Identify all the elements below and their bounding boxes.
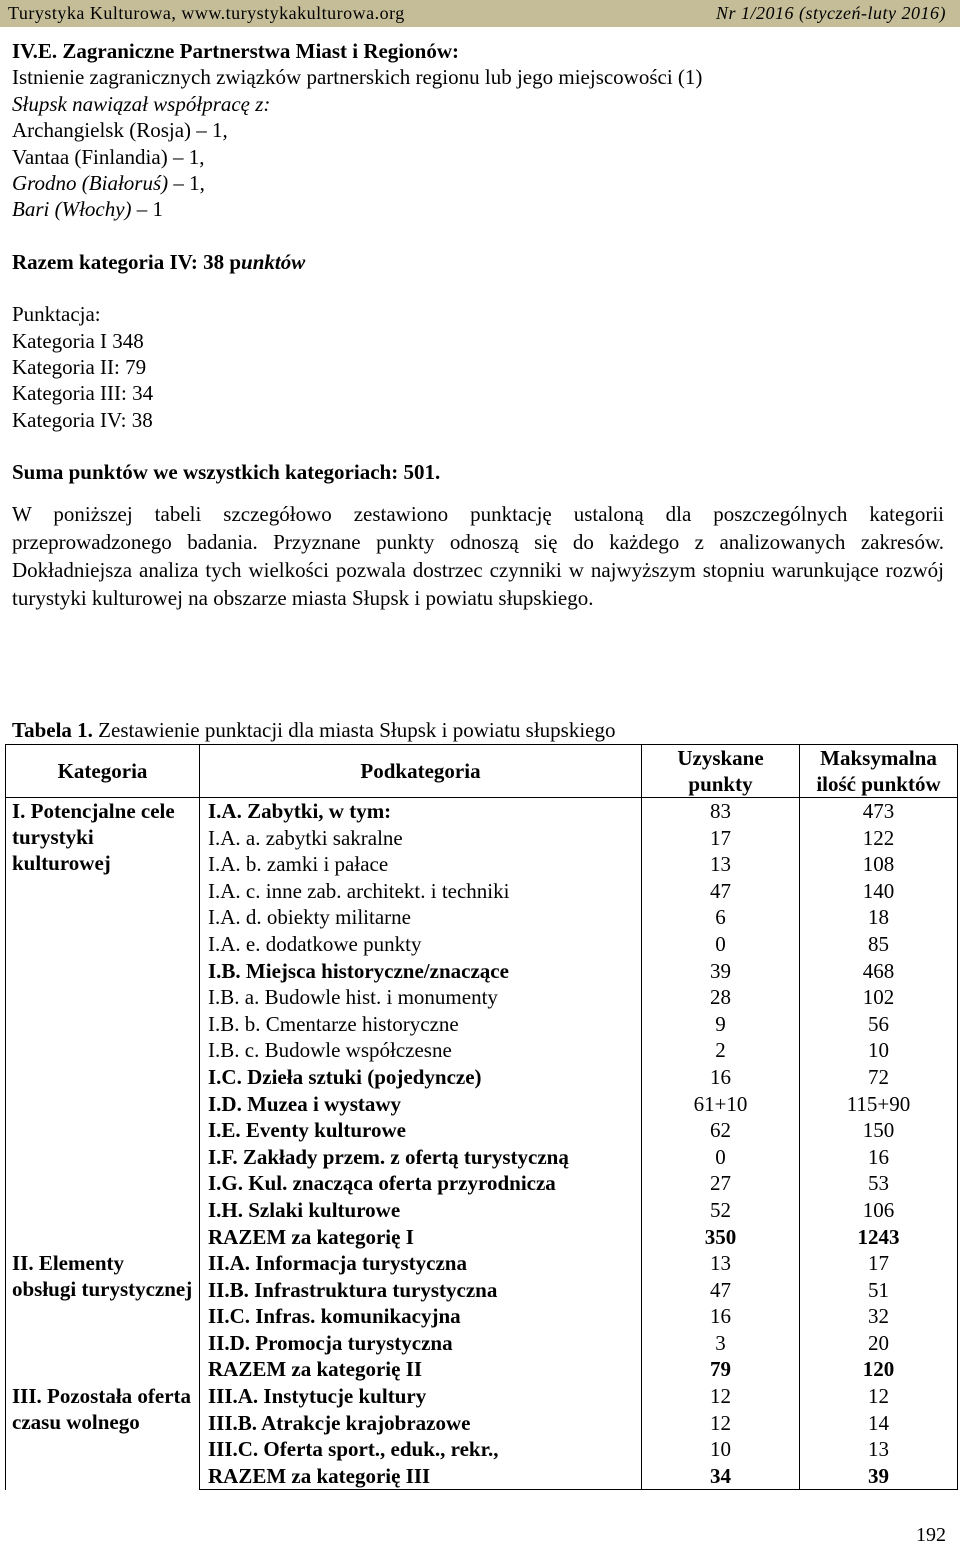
points-cell: 16 [642, 1303, 800, 1330]
header-podkategoria: Podkategoria [200, 745, 642, 798]
points-cell: 2 [642, 1037, 800, 1064]
header-uzyskane: Uzyskane punkty [642, 745, 800, 798]
category-total-unit: unktów [241, 249, 306, 274]
partner-count: – 1 [131, 197, 164, 222]
section-title: IV.E. Zagraniczne Partnerstwa Miast i Regionów: [12, 39, 459, 63]
max-points-cell: 20 [800, 1330, 958, 1357]
points-cell: 83 [642, 798, 800, 825]
subcategory-cell: I.B. a. Budowle hist. i monumenty [200, 984, 642, 1011]
subcategory-cell: I.A. b. zamki i pałace [200, 851, 642, 878]
section-line-2: Słupsk nawiązał współpracę z: [12, 91, 271, 116]
table-body [6, 798, 958, 1490]
points-cell: 47 [642, 878, 800, 905]
subcategory-cell: RAZEM za kategorię II [200, 1356, 642, 1383]
points-cell: 28 [642, 984, 800, 1011]
points-cell: 79 [642, 1356, 800, 1383]
subcategory-cell: I.E. Eventy kulturowe [200, 1117, 642, 1144]
category-total [12, 249, 944, 275]
category-cell: II. Elementy obsługi turystycznej [6, 1250, 200, 1383]
subcategory-cell: III.A. Instytucje kultury [200, 1383, 642, 1410]
max-points-cell: 120 [800, 1356, 958, 1383]
subcategory-cell: III.B. Atrakcje krajobrazowe [200, 1410, 642, 1437]
points-cell: 16 [642, 1064, 800, 1091]
max-points-cell: 18 [800, 904, 958, 931]
scoring-sum: Suma punktów we wszystkich kategoriach: 501. [12, 460, 441, 485]
table-row [6, 1383, 958, 1410]
subcategory-cell: I.D. Muzea i wystawy [200, 1091, 642, 1118]
points-cell: 13 [642, 851, 800, 878]
section-line-1: Istnienie zagranicznych związków partnerskich regionu lub jego miejscowości (1) [12, 65, 703, 90]
subcategory-cell: I.B. c. Budowle współczesne [200, 1037, 642, 1064]
max-points-cell: 1243 [800, 1224, 958, 1251]
points-cell: 47 [642, 1277, 800, 1304]
issue-number: Nr 1/2016 (styczeń-luty 2016) [716, 3, 946, 23]
max-points-cell: 72 [800, 1064, 958, 1091]
scoring-table [5, 744, 958, 1490]
header-maks: Maksymalna ilość punktów [800, 745, 958, 798]
max-points-cell: 53 [800, 1170, 958, 1197]
subcategory-cell: I.G. Kul. znacząca oferta przyrodnicza [200, 1170, 642, 1197]
points-cell: 62 [642, 1117, 800, 1144]
max-points-cell: 108 [800, 851, 958, 878]
max-points-cell: 39 [800, 1463, 958, 1490]
subcategory-cell: I.A. a. zabytki sakralne [200, 825, 642, 852]
category-total-label: Razem kategoria IV: 38 p [12, 249, 242, 274]
scoring-item: Kategoria IV: 38 [12, 407, 153, 432]
table-caption [12, 718, 616, 743]
max-points-cell: 56 [800, 1011, 958, 1038]
points-cell: 3 [642, 1330, 800, 1357]
subcategory-cell: III.C. Oferta sport., eduk., rekr., [200, 1436, 642, 1463]
max-points-cell: 12 [800, 1383, 958, 1410]
header-kategoria: Kategoria [6, 745, 200, 798]
category-cell: I. Potencjalne cele turystyki kulturowej [6, 798, 200, 1251]
category-cell: III. Pozostała oferta czasu wolnego [6, 1383, 200, 1490]
points-cell: 12 [642, 1383, 800, 1410]
subcategory-cell: I.A. c. inne zab. architekt. i techniki [200, 878, 642, 905]
subcategory-cell: II.C. Infras. komunikacyjna [200, 1303, 642, 1330]
points-cell: 27 [642, 1170, 800, 1197]
scoring-item: Kategoria III: 34 [12, 381, 154, 406]
page-content [12, 38, 944, 612]
subcategory-cell: I.A. Zabytki, w tym: [200, 798, 642, 825]
points-cell: 52 [642, 1197, 800, 1224]
max-points-cell: 122 [800, 825, 958, 852]
max-points-cell: 32 [800, 1303, 958, 1330]
scoring-item: Kategoria II: 79 [12, 355, 147, 380]
max-points-cell: 13 [800, 1436, 958, 1463]
partner-count: – 1, [167, 144, 205, 169]
points-cell: 350 [642, 1224, 800, 1251]
partner-name: Vantaa (Finlandia) [12, 144, 168, 169]
partner-item [12, 144, 944, 170]
points-cell: 0 [642, 931, 800, 958]
table-caption-label: Tabela 1. [12, 718, 93, 742]
max-points-cell: 140 [800, 878, 958, 905]
points-cell: 10 [642, 1436, 800, 1463]
table-row [6, 798, 958, 825]
table-header-row [6, 745, 958, 798]
partner-item [12, 170, 944, 196]
scoring-item: Kategoria I 348 [12, 328, 144, 353]
points-cell: 13 [642, 1250, 800, 1277]
max-points-cell: 102 [800, 984, 958, 1011]
body-paragraph: W poniższej tabeli szczegółowo zestawiono punktację ustaloną dla poszczególnych kategorii przeprowadzonego badania. Przyznane punkty odnoszą się do każdego z analizowanych zakresów. Dokładniejsza analiza tych wielkości pozwala dostrzec czynniki w najwyższym stopniu warunkujące rozwój turystyki kulturowej na obszarze miasta Słupsk i powiatu słupskiego. [12, 501, 944, 610]
points-cell: 61+10 [642, 1091, 800, 1118]
subcategory-cell: I.B. Miejsca historyczne/znaczące [200, 958, 642, 985]
points-cell: 9 [642, 1011, 800, 1038]
subcategory-cell: I.B. b. Cmentarze historyczne [200, 1011, 642, 1038]
subcategory-cell: I.F. Zakłady przem. z ofertą turystyczną [200, 1144, 642, 1171]
partner-item [12, 196, 944, 222]
table-caption-text: Zestawienie punktacji dla miasta Słupsk i powiatu słupskiego [92, 718, 616, 742]
partner-count: – 1, [191, 118, 228, 143]
subcategory-cell: II.D. Promocja turystyczna [200, 1330, 642, 1357]
subcategory-cell: II.A. Informacja turystyczna [200, 1250, 642, 1277]
partner-count: – 1, [168, 171, 205, 196]
points-cell: 39 [642, 958, 800, 985]
subcategory-cell: RAZEM za kategorię I [200, 1224, 642, 1251]
page-number: 192 [916, 1524, 946, 1546]
subcategory-cell: I.H. Szlaki kulturowe [200, 1197, 642, 1224]
points-cell: 34 [642, 1463, 800, 1490]
max-points-cell: 106 [800, 1197, 958, 1224]
scoring-heading: Punktacja: [12, 302, 101, 327]
max-points-cell: 473 [800, 798, 958, 825]
page-header [0, 0, 960, 27]
subcategory-cell: II.B. Infrastruktura turystyczna [200, 1277, 642, 1304]
subcategory-cell: RAZEM za kategorię III [200, 1463, 642, 1490]
points-cell: 6 [642, 904, 800, 931]
partner-name: Bari (Włochy) [12, 197, 132, 222]
points-cell: 0 [642, 1144, 800, 1171]
points-cell: 12 [642, 1410, 800, 1437]
max-points-cell: 14 [800, 1410, 958, 1437]
max-points-cell: 16 [800, 1144, 958, 1171]
max-points-cell: 115+90 [800, 1091, 958, 1118]
subcategory-cell: I.C. Dzieła sztuki (pojedyncze) [200, 1064, 642, 1091]
max-points-cell: 51 [800, 1277, 958, 1304]
points-cell: 17 [642, 825, 800, 852]
subcategory-cell: I.A. d. obiekty militarne [200, 904, 642, 931]
max-points-cell: 468 [800, 958, 958, 985]
partner-name: Archangielsk (Rosja) [12, 118, 192, 143]
partner-item [12, 117, 944, 143]
max-points-cell: 85 [800, 931, 958, 958]
subcategory-cell: I.A. e. dodatkowe punkty [200, 931, 642, 958]
max-points-cell: 150 [800, 1117, 958, 1144]
max-points-cell: 17 [800, 1250, 958, 1277]
partner-name: Grodno (Białoruś) [12, 171, 169, 196]
max-points-cell: 10 [800, 1037, 958, 1064]
journal-title: Turystyka Kulturowa, www.turystykakulturowa.org [8, 3, 405, 23]
table-row [6, 1250, 958, 1277]
